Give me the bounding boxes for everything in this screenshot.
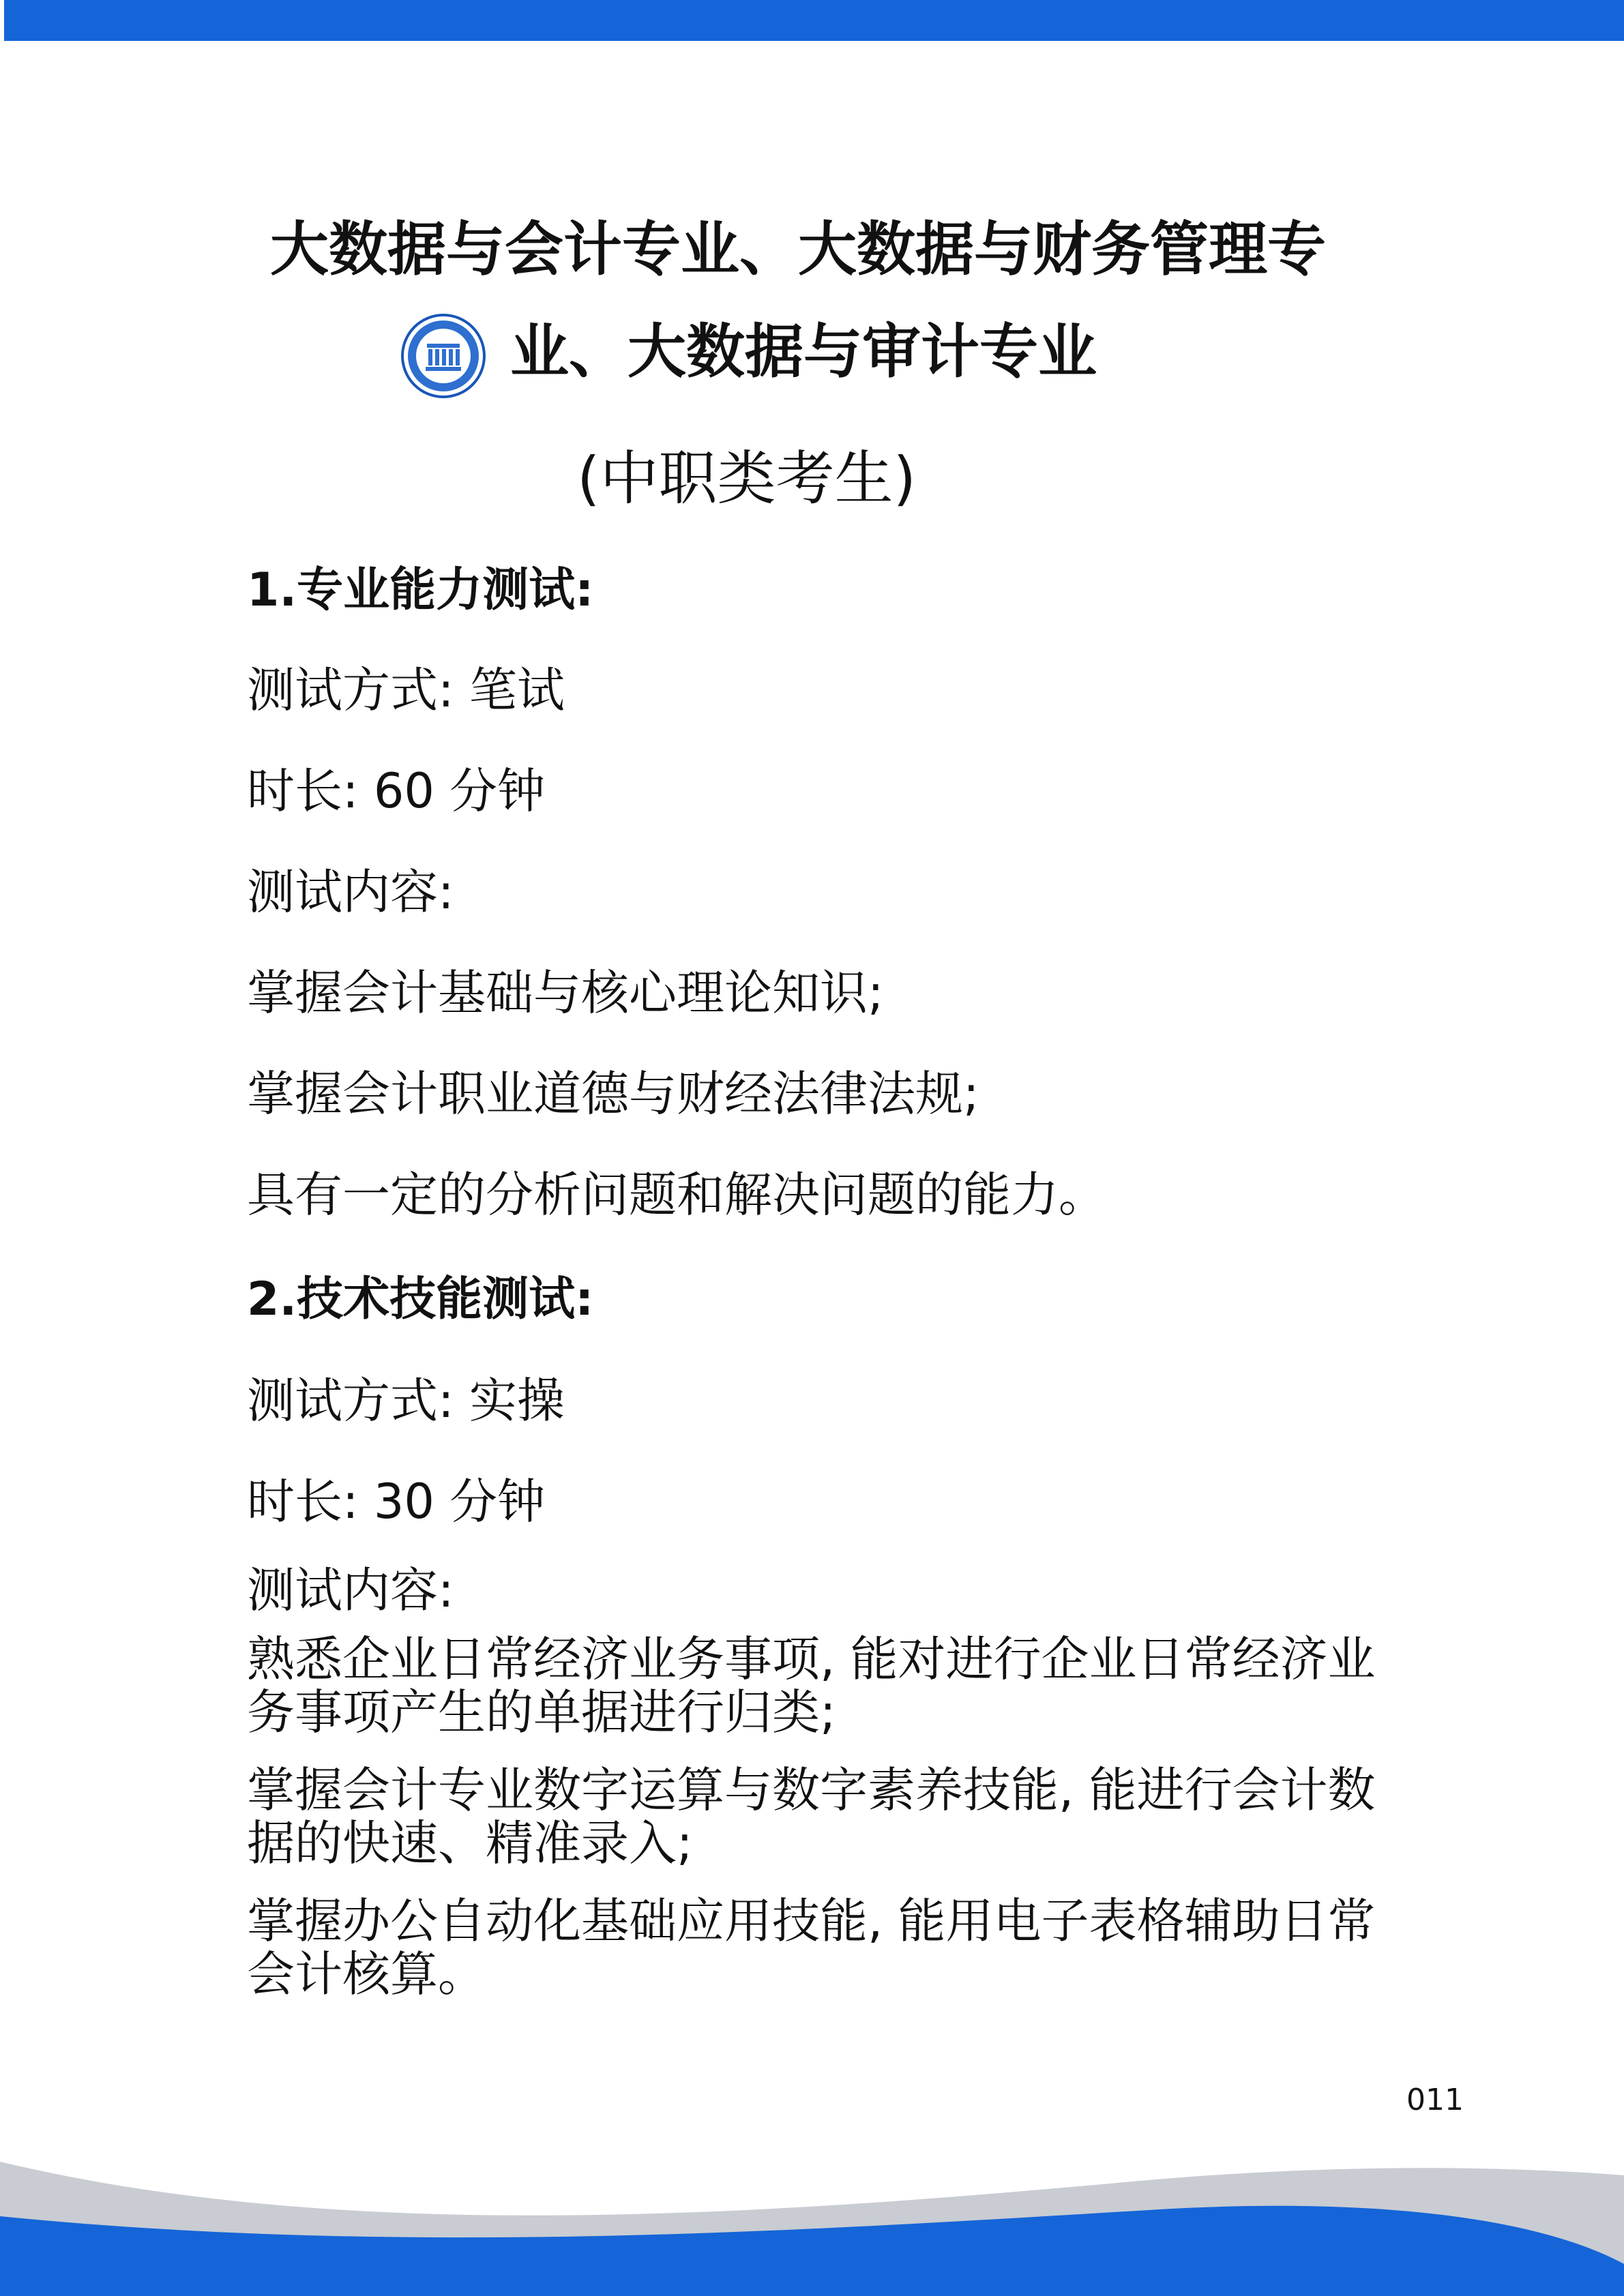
section-1-item: 具有一定的分析问题和解决问题的能力。 bbox=[247, 1167, 1106, 1223]
section-2-item: 掌握会计专业数字运算与数字素养技能, 能进行会计数据的快速、精准录入; bbox=[247, 1762, 1376, 1871]
title-line-2: 业、大数据与审计专业 bbox=[510, 318, 1097, 386]
section-2-item: 熟悉企业日常经济业务事项, 能对进行企业日常经济业务事项产生的单据进行归类; bbox=[247, 1631, 1376, 1740]
section-2-content-label: 测试内容: bbox=[247, 1562, 454, 1618]
section-2-duration: 时长: 30 分钟 bbox=[247, 1474, 546, 1530]
section-1-heading: 1.专业能力测试: bbox=[247, 563, 594, 617]
page-number: 011 bbox=[1406, 2083, 1464, 2117]
section-1-method: 测试方式: 笔试 bbox=[247, 662, 565, 718]
section-1-duration: 时长: 60 分钟 bbox=[247, 763, 546, 819]
section-2-heading: 2.技术技能测试: bbox=[247, 1272, 594, 1326]
title-line-1: 大数据与会计专业、大数据与财务管理专 bbox=[270, 215, 1326, 284]
section-2-method: 测试方式: 实操 bbox=[247, 1373, 565, 1429]
footer-wave-decoration bbox=[0, 2141, 1624, 2296]
section-1-item: 掌握会计基础与核心理论知识; bbox=[247, 965, 884, 1021]
subtitle: (中职类考生) bbox=[577, 445, 917, 513]
top-accent-bar bbox=[4, 0, 1624, 41]
college-emblem-icon bbox=[401, 314, 486, 398]
section-1-content-label: 测试内容: bbox=[247, 864, 454, 920]
section-2-item: 掌握办公自动化基础应用技能, 能用电子表格辅助日常会计核算。 bbox=[247, 1893, 1376, 2002]
section-1-item: 掌握会计职业道德与财经法律法规; bbox=[247, 1066, 979, 1122]
